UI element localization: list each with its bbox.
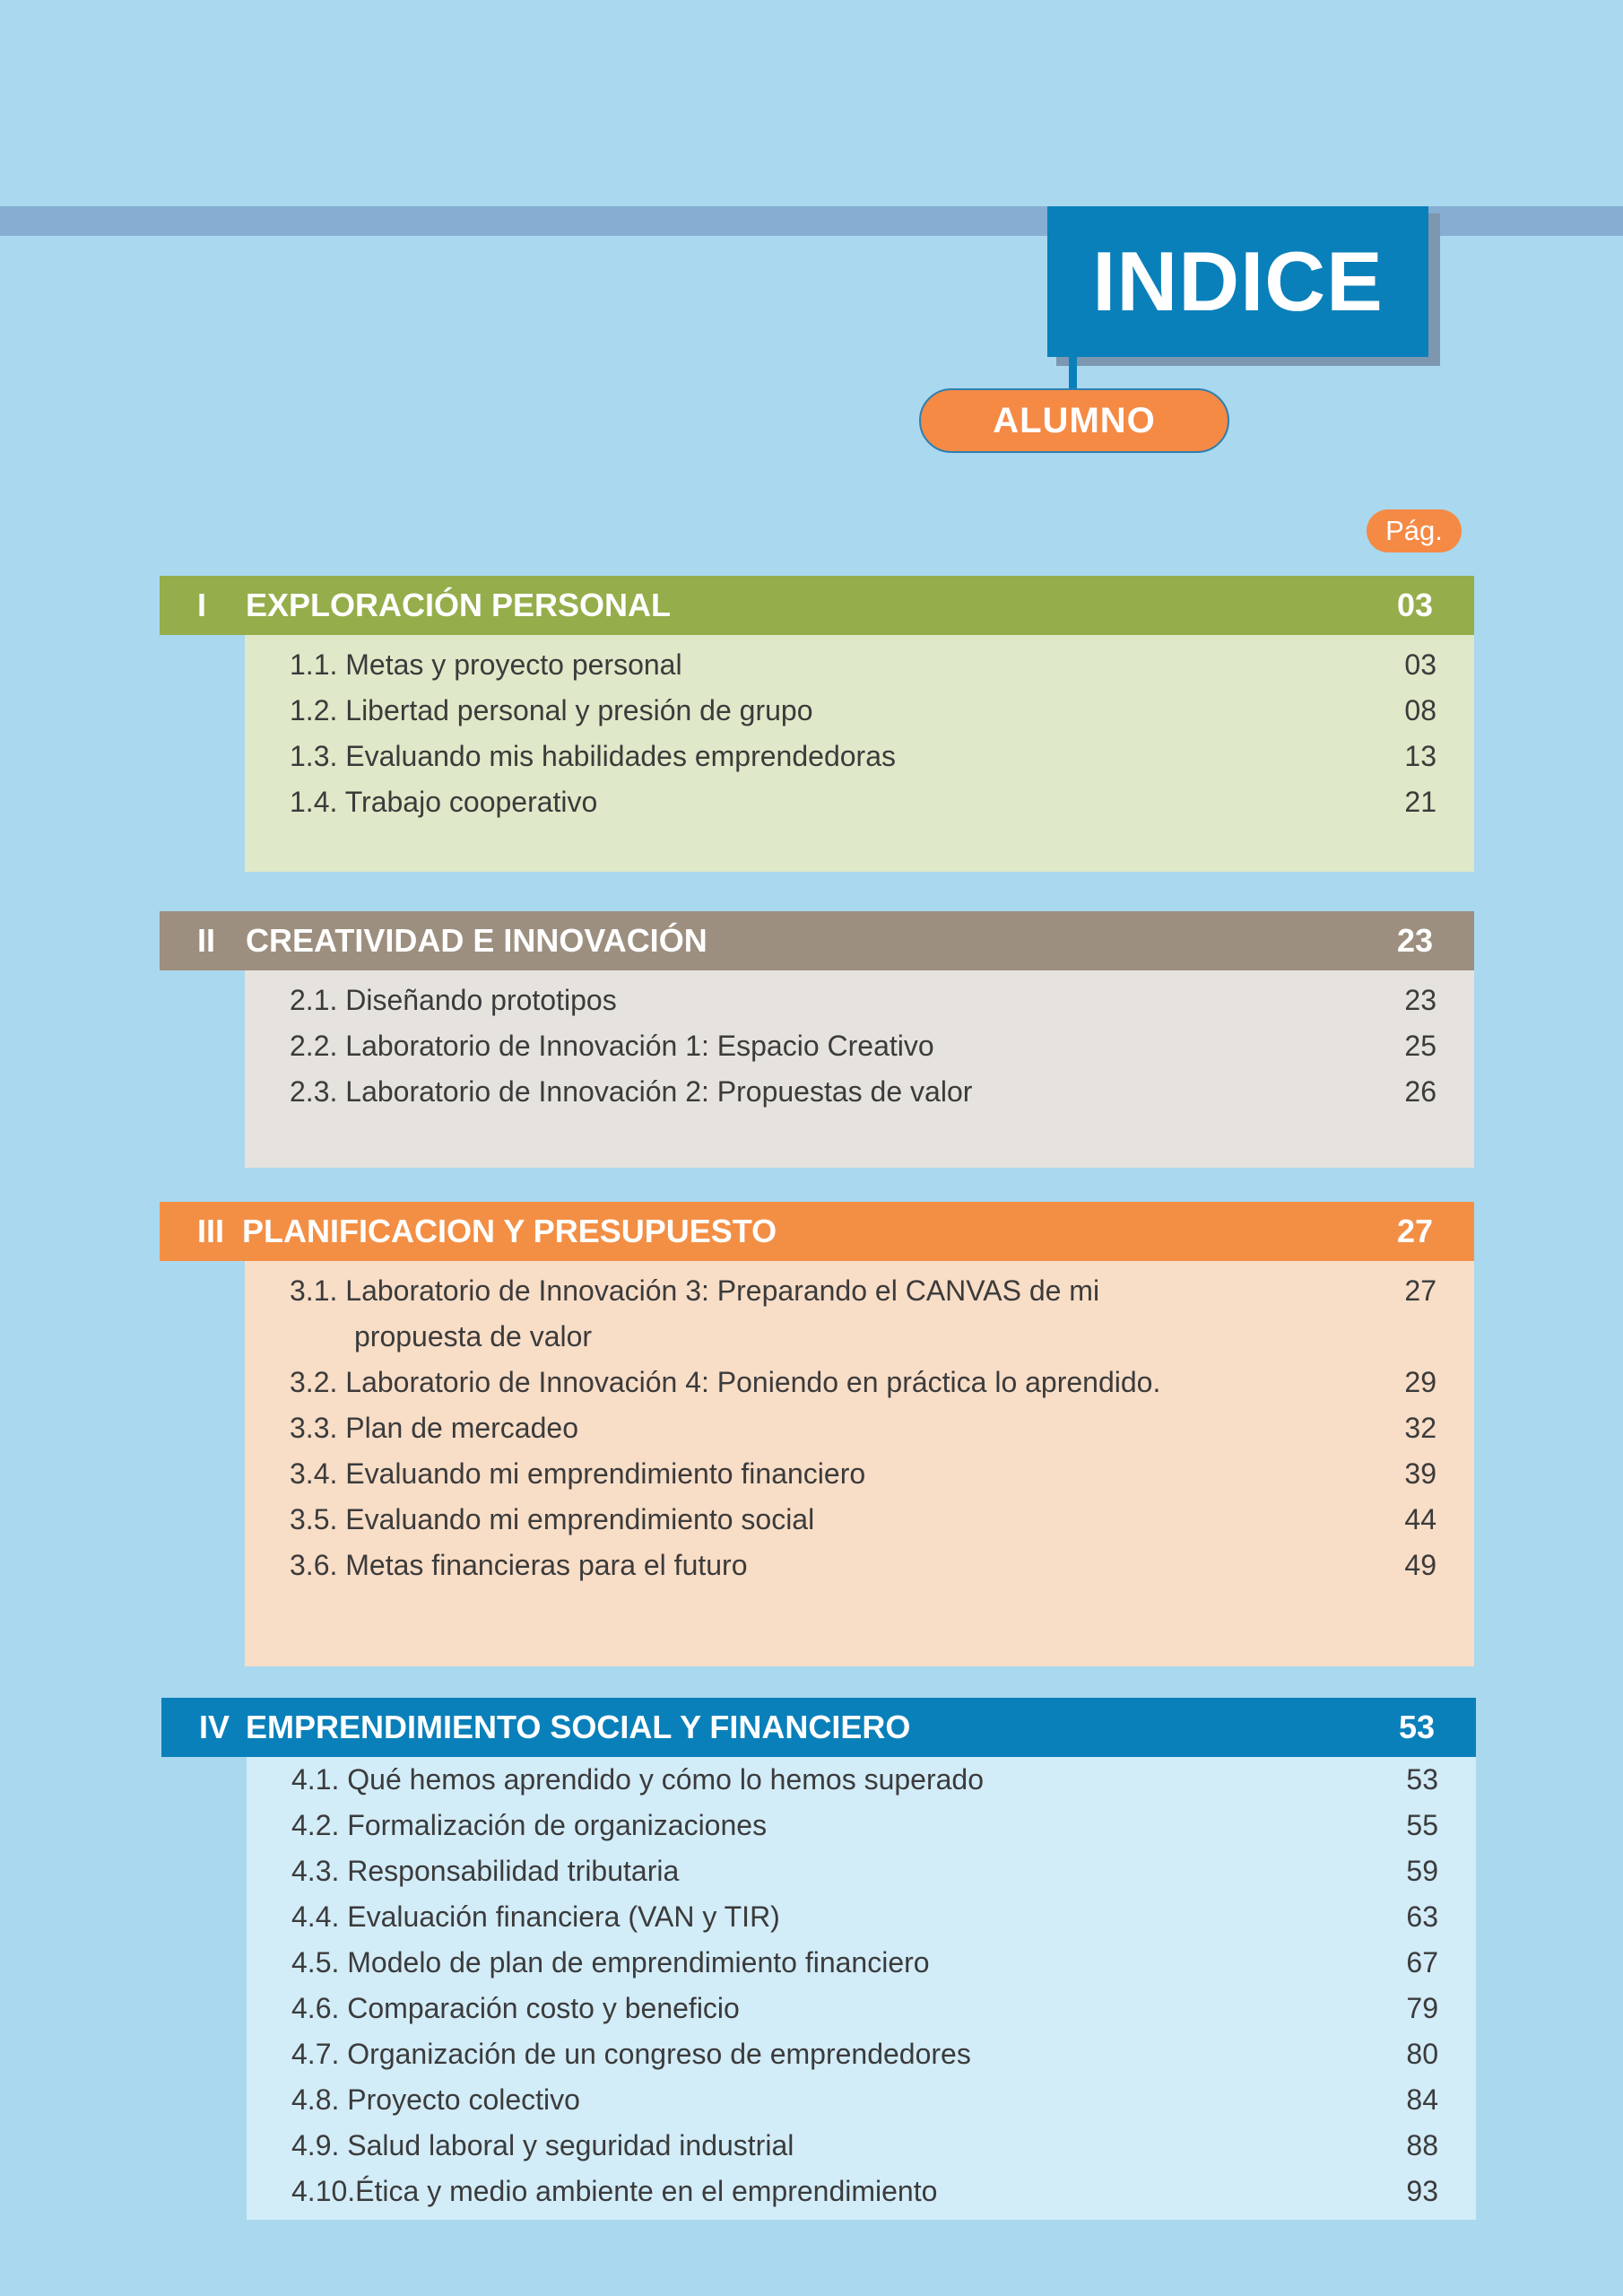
section-page: 27 bbox=[1396, 1213, 1433, 1249]
toc-entry-title: 2.1. Diseñando prototipos bbox=[290, 984, 617, 1016]
toc-entry-title: 4.4. Evaluación financiera (VAN y TIR) bbox=[291, 1900, 780, 1933]
toc-entry-title: 2.2. Laboratorio de Innovación 1: Espacio Creativo bbox=[290, 1030, 934, 1062]
toc-entry-title: 1.2. Libertad personal y presión de grupo bbox=[290, 694, 813, 726]
toc-entry[interactable] bbox=[247, 1796, 1476, 1841]
toc-entry-page: 67 bbox=[1406, 1946, 1438, 1979]
toc-entry-page: 29 bbox=[1404, 1366, 1436, 1398]
section-number: I bbox=[197, 587, 207, 623]
toc-entry-title: 4.1. Qué hemos aprendido y cómo lo hemos superado bbox=[291, 1763, 985, 1796]
page-title: INDICE bbox=[1047, 206, 1428, 357]
page-column-label: Pág. bbox=[1367, 509, 1462, 552]
toc-entry-page: 55 bbox=[1406, 1809, 1438, 1841]
section-page: 03 bbox=[1396, 587, 1433, 623]
toc-entry-page: 03 bbox=[1404, 648, 1436, 681]
toc-entry-title: 3.3. Plan de mercadeo bbox=[290, 1412, 578, 1444]
toc-entry[interactable] bbox=[245, 1016, 1474, 1062]
toc-entry-page: 63 bbox=[1406, 1900, 1438, 1933]
toc-entry-page: 80 bbox=[1406, 2038, 1438, 2070]
toc-entry-title: 4.9. Salud laboral y seguridad industrial bbox=[291, 2129, 794, 2161]
toc-entry[interactable] bbox=[245, 1352, 1474, 1398]
toc-entry-page: 59 bbox=[1406, 1855, 1438, 1887]
section-body bbox=[245, 1261, 1474, 1666]
section-title: PLANIFICACION Y PRESUPUESTO bbox=[242, 1213, 777, 1249]
section-header[interactable] bbox=[160, 576, 1474, 635]
toc-entry-page: 79 bbox=[1406, 1992, 1438, 2024]
toc-entry[interactable] bbox=[247, 1750, 1476, 1796]
audience-badge: ALUMNO bbox=[919, 388, 1229, 453]
toc-entry[interactable] bbox=[245, 681, 1474, 726]
section-body bbox=[245, 635, 1474, 872]
section-page: 23 bbox=[1396, 922, 1433, 959]
toc-entry-title: 2.3. Laboratorio de Innovación 2: Propuestas de valor bbox=[290, 1075, 973, 1108]
section-header[interactable] bbox=[160, 1202, 1474, 1261]
toc-entry-page: 44 bbox=[1404, 1503, 1436, 1535]
toc-entry-page: 23 bbox=[1404, 984, 1436, 1016]
toc-entry-title: 4.2. Formalización de organizaciones bbox=[291, 1809, 768, 1841]
toc-entry-title: 3.5. Evaluando mi emprendimiento social bbox=[290, 1503, 815, 1535]
section-number: III bbox=[197, 1213, 225, 1249]
toc-entry[interactable] bbox=[245, 970, 1474, 1016]
toc-entry[interactable] bbox=[245, 1535, 1474, 1581]
toc-entry-page: 39 bbox=[1404, 1457, 1436, 1490]
section-title: EMPRENDIMIENTO SOCIAL Y FINANCIERO bbox=[246, 1709, 911, 1745]
section-body bbox=[247, 1757, 1476, 2220]
toc-entry[interactable] bbox=[245, 1062, 1474, 1108]
toc-entry-page: 93 bbox=[1406, 2175, 1438, 2207]
section-number: II bbox=[197, 922, 216, 959]
toc-entry-title-continued: propuesta de valor bbox=[354, 1320, 593, 1352]
section-title: CREATIVIDAD E INNOVACIÓN bbox=[246, 922, 707, 959]
toc-entry-page: 84 bbox=[1406, 2083, 1438, 2116]
toc-entry-title: 4.5. Modelo de plan de emprendimiento financiero bbox=[291, 1946, 930, 1979]
toc-entry[interactable] bbox=[247, 2116, 1476, 2161]
toc-entry[interactable] bbox=[247, 1933, 1476, 1979]
section-title: EXPLORACIÓN PERSONAL bbox=[246, 587, 672, 623]
toc-entry-page: 49 bbox=[1404, 1549, 1436, 1581]
toc-entry-title: 3.6. Metas financieras para el futuro bbox=[290, 1549, 748, 1581]
toc-entry-title: 4.6. Comparación costo y beneficio bbox=[291, 1992, 740, 2024]
section-body bbox=[245, 970, 1474, 1168]
toc-entry-page: 53 bbox=[1406, 1763, 1438, 1796]
toc-entry-page: 21 bbox=[1404, 786, 1436, 818]
toc-entry-page: 32 bbox=[1404, 1412, 1436, 1444]
toc-entry[interactable] bbox=[247, 2161, 1476, 2207]
toc-entry-title: 4.8. Proyecto colectivo bbox=[291, 2083, 580, 2116]
toc-entry[interactable] bbox=[245, 726, 1474, 772]
toc-entry-page: 88 bbox=[1406, 2129, 1438, 2161]
toc-entry-title: 4.7. Organización de un congreso de emprendedores bbox=[291, 2038, 971, 2070]
toc-entry[interactable] bbox=[247, 2070, 1476, 2116]
toc-entry[interactable] bbox=[245, 635, 1474, 681]
toc-entry-title: 3.1. Laboratorio de Innovación 3: Preparando el CANVAS de mi bbox=[290, 1274, 1100, 1307]
toc-entry-title: 3.4. Evaluando mi emprendimiento financiero bbox=[290, 1457, 866, 1490]
toc-entry[interactable] bbox=[245, 1261, 1474, 1352]
title-connector bbox=[1069, 357, 1077, 389]
toc-entry-title: 4.3. Responsabilidad tributaria bbox=[291, 1855, 680, 1887]
toc-entry-page: 26 bbox=[1404, 1075, 1436, 1108]
section-page: 53 bbox=[1398, 1709, 1435, 1745]
section-header[interactable] bbox=[160, 911, 1474, 970]
section-header[interactable] bbox=[161, 1698, 1476, 1757]
toc-entry[interactable] bbox=[245, 1444, 1474, 1490]
toc-entry[interactable] bbox=[247, 1841, 1476, 1887]
toc-entry-title: 1.4. Trabajo cooperativo bbox=[290, 786, 598, 818]
toc-entry[interactable] bbox=[245, 1490, 1474, 1535]
toc-entry[interactable] bbox=[247, 2024, 1476, 2070]
toc-entry-page: 08 bbox=[1404, 694, 1436, 726]
toc-entry-page: 25 bbox=[1404, 1030, 1436, 1062]
section-number: IV bbox=[199, 1709, 230, 1745]
toc-entry[interactable] bbox=[245, 772, 1474, 818]
toc-entry[interactable] bbox=[247, 1887, 1476, 1933]
toc-entry-title: 3.2. Laboratorio de Innovación 4: Poniendo en práctica lo aprendido. bbox=[290, 1366, 1161, 1398]
toc-entry[interactable] bbox=[247, 1979, 1476, 2024]
toc-entry-page: 27 bbox=[1404, 1274, 1436, 1307]
toc-entry-page: 13 bbox=[1404, 740, 1436, 772]
toc-entry[interactable] bbox=[245, 1398, 1474, 1444]
toc-entry-title: 1.3. Evaluando mis habilidades emprendedoras bbox=[290, 740, 896, 772]
toc-entry-title: 1.1. Metas y proyecto personal bbox=[290, 648, 682, 681]
toc-entry-title: 4.10.Ética y medio ambiente en el emprendimiento bbox=[291, 2175, 938, 2207]
